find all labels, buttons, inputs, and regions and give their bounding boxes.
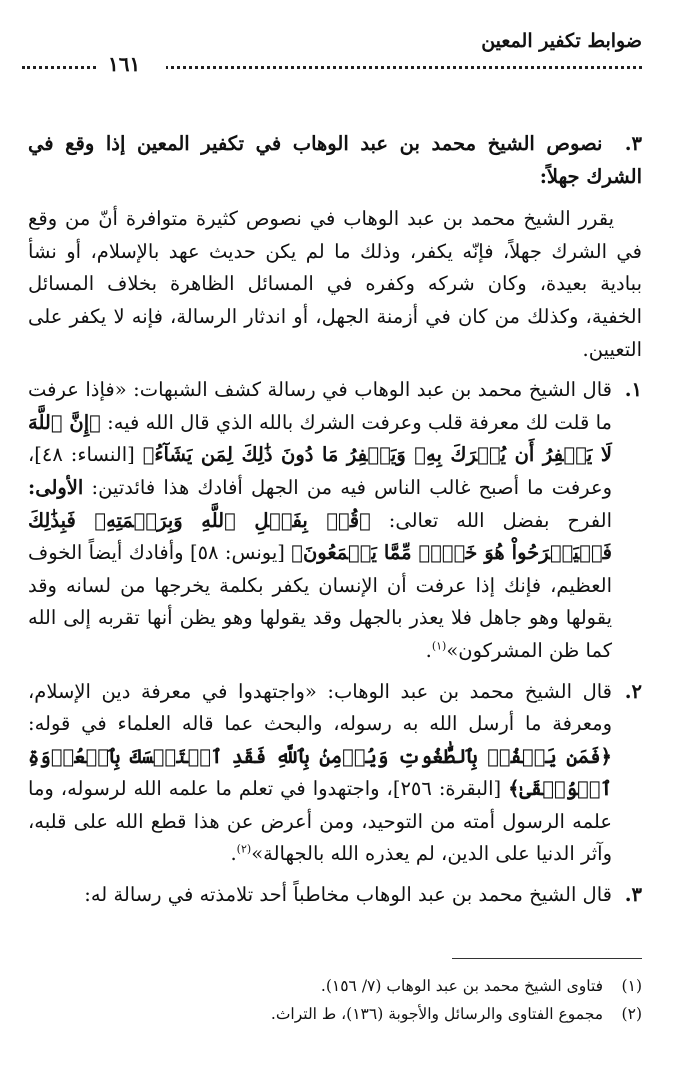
list-item: ١. قال الشيخ محمد بن عبد الوهاب في رسالة كشف الشبهات: «فإذا عرفت ما قلت لك معرفة قلب وعرفت الشرك بالله الذي قال الله فيه: ﴿إِنَّ ٱللَّهَ لَا يَغۡفِرُ أَن يُشۡرَكَ بِهِۦ وَيَغۡفِرُ مَا دُونَ ذَٰلِكَ لِمَن يَشَآءُ﴾ [النساء: ٤٨]، وعرفت ما أصبح غالب الناس فيه من الجهل أفادك هذا فائدتين: الأولى: الفرح بفضل الله تعالى: ﴿قُلۡ بِفَضۡلِ ٱللَّهِ وَبِرَحۡمَتِهِۦ فَبِذَٰلِكَ فَلۡيَفۡرَحُواْ هُوَ خَيۡرٞ مِّمَّا يَجۡمَعُونَ﴾ [يونس: ٥٨] وأفادك أيضاً الخوف العظيم، فإنك إذا عرفت أن الإنسان يكفر بكلمة يخرجها من لسانه وقد يقولها وهو جاهل فلا يعذر بالجهل وقد يقولها وهو يظن أنها تقربه إلى الله كما ظن المشركون»$^{(١)}$.: [28, 374, 642, 667]
footnotes: [40, 972, 642, 1028]
item-text: واجتهدوا في تعلم ما علمه الله لرسوله، وما علمه الرسول أمته من التوحيد، ومن أعرض عن هذا قطع الله على قلبه، وآثر الدنيا على الدين، لم يعذره الله بالجهالة»: [28, 777, 612, 866]
item-text: قال الشيخ محمد بن عبد الوهاب في رسالة كشف الشبهات: «فإذا عرفت ما قلت لك معرفة قلب وعرفت الشرك بالله الذي قال الله فيه:: [28, 378, 612, 434]
verse-reference: [النساء: ٤٨]،: [28, 443, 135, 467]
label-first: الأولى:: [28, 475, 84, 499]
page-number: ١٦١: [108, 52, 141, 76]
footnote: [40, 1000, 642, 1028]
footnote: [40, 972, 642, 1000]
quran-verse: ﴿فَمَن يَكۡفُرۡ بِٱلطَّٰغُوتِ وَيُؤۡمِنۢ بِٱللَّهِ فَقَدِ ٱسۡتَمۡسَكَ بِٱلۡعُرۡوَةِ ٱلۡوُثۡقَىٰ﴾: [28, 744, 613, 801]
list-item: [28, 879, 642, 912]
footnote-number: (١): [621, 977, 642, 995]
item-text: وأفادك أيضاً الخوف العظيم، فإنك إذا عرفت أن الإنسان يكفر بكلمة يخرجها من لسانه وقد يقولها وهو جاهل فلا يعذر بالجهل وقد يقولها وهو يظن أنها تقربه إلى الله كما ظن المشركون»: [28, 541, 612, 662]
item-number: ٢.: [624, 679, 642, 703]
page-header: [22, 30, 642, 76]
list-item: ٢. قال الشيخ محمد بن عبد الوهاب: «واجتهدوا في معرفة دين الإسلام، ومعرفة ما أرسل الله به رسوله، والبحث عما قاله العلماء في قوله: ﴿فَمَن يَكۡفُرۡ بِٱلطَّٰغُوتِ وَيُؤۡمِنۢ بِٱللَّهِ فَقَدِ ٱسۡتَمۡسَكَ بِٱلۡعُرۡوَةِ ٱلۡوُثۡقَىٰ﴾ [البقرة: ٢٥٦]، واجتهدوا في تعلم ما علمه الله لرسوله، وما علمه الرسول أمته من التوحيد، ومن أعرض عن هذا قطع الله على قلبه، وآثر الدنيا على الدين، لم يعذره الله بالجهالة»$^{(٢)}$.: [28, 676, 642, 872]
section-number: ٣.: [624, 132, 642, 155]
item-text: قال الشيخ محمد بن عبد الوهاب: «واجتهدوا في معرفة دين الإسلام، ومعرفة ما أرسل الله به رسوله، والبحث عما قاله العلماء في قوله:: [28, 679, 612, 736]
footnote-divider: [452, 958, 642, 959]
running-title: ضوابط تكفير المعين: [481, 30, 642, 52]
footnote-marker[interactable]: (٢): [236, 842, 252, 856]
footnote-number: (٢): [621, 1005, 642, 1023]
item-text: الفرح بفضل الله تعالى:: [388, 508, 612, 532]
quran-verse: ﴿قُلۡ بِفَضۡلِ ٱللَّهِ وَبِرَحۡمَتِهِۦ فَبِذَٰلِكَ فَلۡيَفۡرَحُواْ هُوَ خَيۡرٞ مِّمَّا يَجۡمَعُونَ﴾: [28, 508, 612, 565]
item-number: ٣.: [624, 883, 642, 907]
item-text: وعرفت ما أصبح غالب الناس فيه من الجهل أفادك هذا فائدتين:: [91, 475, 612, 499]
verse-reference: [البقرة: ٢٥٦]،: [386, 777, 502, 801]
page-body: [28, 128, 642, 912]
item-text: قال الشيخ محمد بن عبد الوهاب مخاطباً أحد تلامذته في رسالة له:: [84, 883, 612, 907]
footnote-marker[interactable]: (١): [431, 639, 447, 653]
section-heading: [28, 128, 642, 193]
quran-verse: ﴿إِنَّ ٱللَّهَ لَا يَغۡفِرُ أَن يُشۡرَكَ بِهِۦ وَيَغۡفِرُ مَا دُونَ ذَٰلِكَ لِمَن يَشَآءُ﴾: [28, 410, 612, 467]
item-number: ١.: [624, 378, 642, 402]
intro-paragraph: يقرر الشيخ محمد بن عبد الوهاب في نصوص كثيرة متوافرة أنّ من وقع في الشرك جهلاً، فإنّه يكفر، وذلك ما لم يكن حديث عهد بالإسلام، أو نشأ ببادية بعيدة، وكان شركه وكفره في المسائل الظاهرة بخلاف المسائل الخفية، وكذلك من كان في أزمنة الجهل، أو اندثار الرسالة، فإنه لا يكفر على التعيين.: [28, 207, 642, 361]
verse-reference: [يونس: ٥٨]: [189, 541, 285, 565]
footnote-text: فتاوى الشيخ محمد بن عبد الوهاب (٧/ ١٥٦).: [320, 977, 604, 995]
footnote-text: مجموع الفتاوى والرسائل والأجوبة (١٣٦)، ط التراث.: [270, 1005, 604, 1023]
section-heading-text: نصوص الشيخ محمد بن عبد الوهاب في تكفير المعين إذا وقع في الشرك جهلاً:: [28, 132, 642, 188]
